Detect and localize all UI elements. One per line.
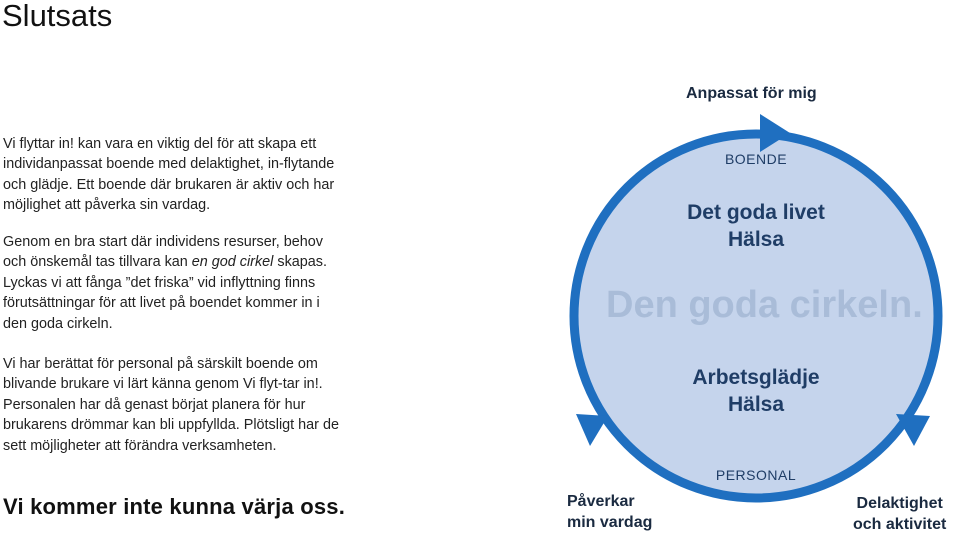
paragraph-good-circle (3, 232, 343, 334)
closing-statement: Vi kommer inte kunna värja oss. (3, 494, 346, 519)
paragraph-intro (3, 134, 343, 216)
label-influences-line1: Påverkar (567, 493, 635, 510)
paragraph-intro-text: Vi flyttar in! kan vara en viktig del för att skapa ett individanpassat boende med delaktighet, in-flytande och glädje. Ett boende där brukaren är aktiv och har möjlighet att påverka sin vardag. (3, 136, 335, 214)
circle-tag-personal: PERSONAL (715, 467, 797, 483)
label-participation-line1: Delaktighet (856, 495, 943, 512)
paragraph-good-circle-em: en god cirkel (191, 254, 274, 271)
circle-lower-line1: Arbetsglädje (692, 366, 820, 389)
paragraph-staff (3, 354, 343, 456)
circle-lower-line2: Hälsa (727, 393, 785, 416)
label-participation (853, 493, 946, 535)
circle-tag-boende: BOENDE (724, 151, 788, 167)
paragraph-good-circle-text (3, 232, 343, 334)
label-participation-line2: och aktivitet (853, 516, 947, 533)
circle-lower-text (640, 364, 872, 418)
label-influences-daily (567, 491, 652, 533)
circle-watermark-title: Den goda cirkeln. (606, 284, 923, 326)
arrow-bottom-left-icon (576, 414, 608, 446)
circle-upper-line1: Det goda livet (687, 201, 825, 224)
page-title: Slutsats (2, 0, 113, 33)
label-influences-line2: min vardag (567, 514, 653, 531)
circle-upper-line2: Hälsa (727, 228, 785, 251)
circle-upper-text (640, 199, 872, 253)
paragraph-staff-text: Vi har berättat för personal på särskilt boende om blivande brukare vi lärt känna genom Vi flyt-tar in!. Personalen har då genast börjat planera för hur brukarens drömmar kan bli uppfyllda. Plötsligt har de sett möjligheter att förändra verksamheten. (3, 356, 339, 454)
paragraph-good-circle-b: skapas. Lyckas vi att fånga ”det friska” vid inflyttning finns förutsättningar för att livet på boendet kommer in i den goda cirkeln. (3, 254, 327, 332)
paragraph-good-circle-a: Genom en bra start där individens resurser, behov och önskemål tas tillvara kan (3, 234, 323, 271)
label-adapted-for-me: Anpassat för mig (686, 85, 817, 102)
